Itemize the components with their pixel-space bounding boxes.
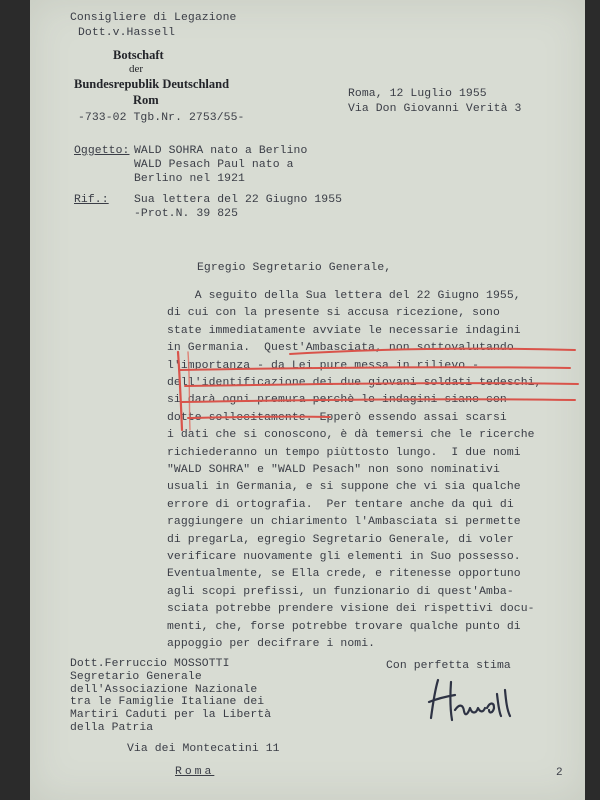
recipient-street: Via dei Montecatini 11: [127, 743, 280, 755]
recipient-line: della Patria: [70, 722, 154, 734]
body-line: verificare nuovamente gli elementi in Suo possesso.: [167, 551, 521, 563]
reference-line: Sua lettera del 22 Giugno 1955: [134, 194, 343, 206]
body-line: in Germania. Quest'Ambasciata, non sottovalutando: [167, 342, 514, 355]
reference-label: Rif.:: [74, 194, 109, 206]
embassy-name-line1: Botschaft: [113, 48, 164, 62]
body-line: i dati che si conoscono, è dà temersi che le ricerche: [167, 429, 535, 442]
body-line: l'importanza - da Lei pure messa in rilievo -: [167, 359, 480, 372]
subject-line: WALD SOHRA nato a Berlino: [134, 145, 308, 157]
body-line: "WALD SOHRA" e "WALD Pesach" non sono nominativi: [167, 464, 500, 476]
sender-address: Via Don Giovanni Verità 3: [348, 103, 522, 115]
body-line: dell'identificazione dei due giovani soldati tedeschi,: [167, 377, 542, 389]
body-line: Eventualmente, se Ella crede, e ritenesse opportuno: [167, 568, 521, 581]
letter-page: [30, 0, 585, 800]
salutation: Egregio Segretario Generale,: [197, 262, 392, 274]
body-line: appoggio per decifrare i nomi.: [167, 638, 376, 650]
body-line: state immediatamente avviate le necessarie indagini: [167, 324, 521, 337]
page-number: 2: [556, 767, 563, 779]
recipient-line: Segretario Generale: [70, 670, 202, 683]
body-line: raggiungere un chiarimento l'Ambasciata si permette: [167, 516, 521, 529]
body-line: di pregarLa, egregio Segretario Generale, di voler: [167, 533, 514, 546]
closing: Con perfetta stima: [386, 660, 511, 672]
body-line: si darà ogni premura perchè le indagini siano con-: [167, 394, 514, 407]
body-line: errore di ortografia. Per tentare anche da quì di: [167, 498, 514, 511]
body-line: A seguito della Sua lettera del 22 Giugno 1955,: [167, 290, 521, 302]
body-line: di cui con la presente si accusa ricezione, sono: [167, 307, 500, 320]
body-line: menti, che, forse potrebbe trovare qualche punto di: [167, 620, 521, 633]
embassy-city: Rom: [133, 93, 159, 107]
place-date: Roma, 12 Luglio 1955: [348, 88, 487, 100]
body-line: agli scopi prefissi, un funzionario di quest'Amba-: [167, 585, 514, 598]
sender-title: Consigliere di Legazione: [70, 12, 237, 24]
handwritten-signature: [423, 668, 523, 728]
subject-label: Oggetto:: [74, 145, 130, 157]
body-line: usuali in Germania, e si suppone che vi sia qualche: [167, 481, 521, 494]
body-line: richiederanno un tempo piùttosto lungo. I due nomi: [167, 446, 521, 459]
subject-line: Berlino nel 1921: [134, 173, 245, 185]
recipient-line: tra le Famiglie Italiane dei: [70, 696, 265, 709]
recipient-line: Martiri Caduti per la Libertà: [70, 709, 272, 722]
recipient-line: dell'Associazione Nazionale: [70, 683, 258, 696]
sender-name: Dott.v.Hassell: [78, 27, 176, 39]
embassy-name-line2: der: [129, 63, 144, 75]
recipient-line: Dott.Ferruccio MOSSOTTI: [70, 658, 230, 670]
reference-line: -Prot.N. 39 825: [134, 208, 239, 220]
body-line: sciata potrebbe prendere visione dei rispettivi docu-: [167, 603, 535, 616]
embassy-name-line3: Bundesrepublik Deutschland: [74, 77, 230, 91]
recipient-city: Roma: [175, 766, 215, 778]
subject-line: WALD Pesach Paul nato a: [134, 159, 294, 171]
body-line: dotte sollecitamente. Epperò essendo assai scarsi: [167, 411, 507, 424]
reference-number: -733-02 Tgb.Nr. 2753/55-: [78, 112, 245, 124]
